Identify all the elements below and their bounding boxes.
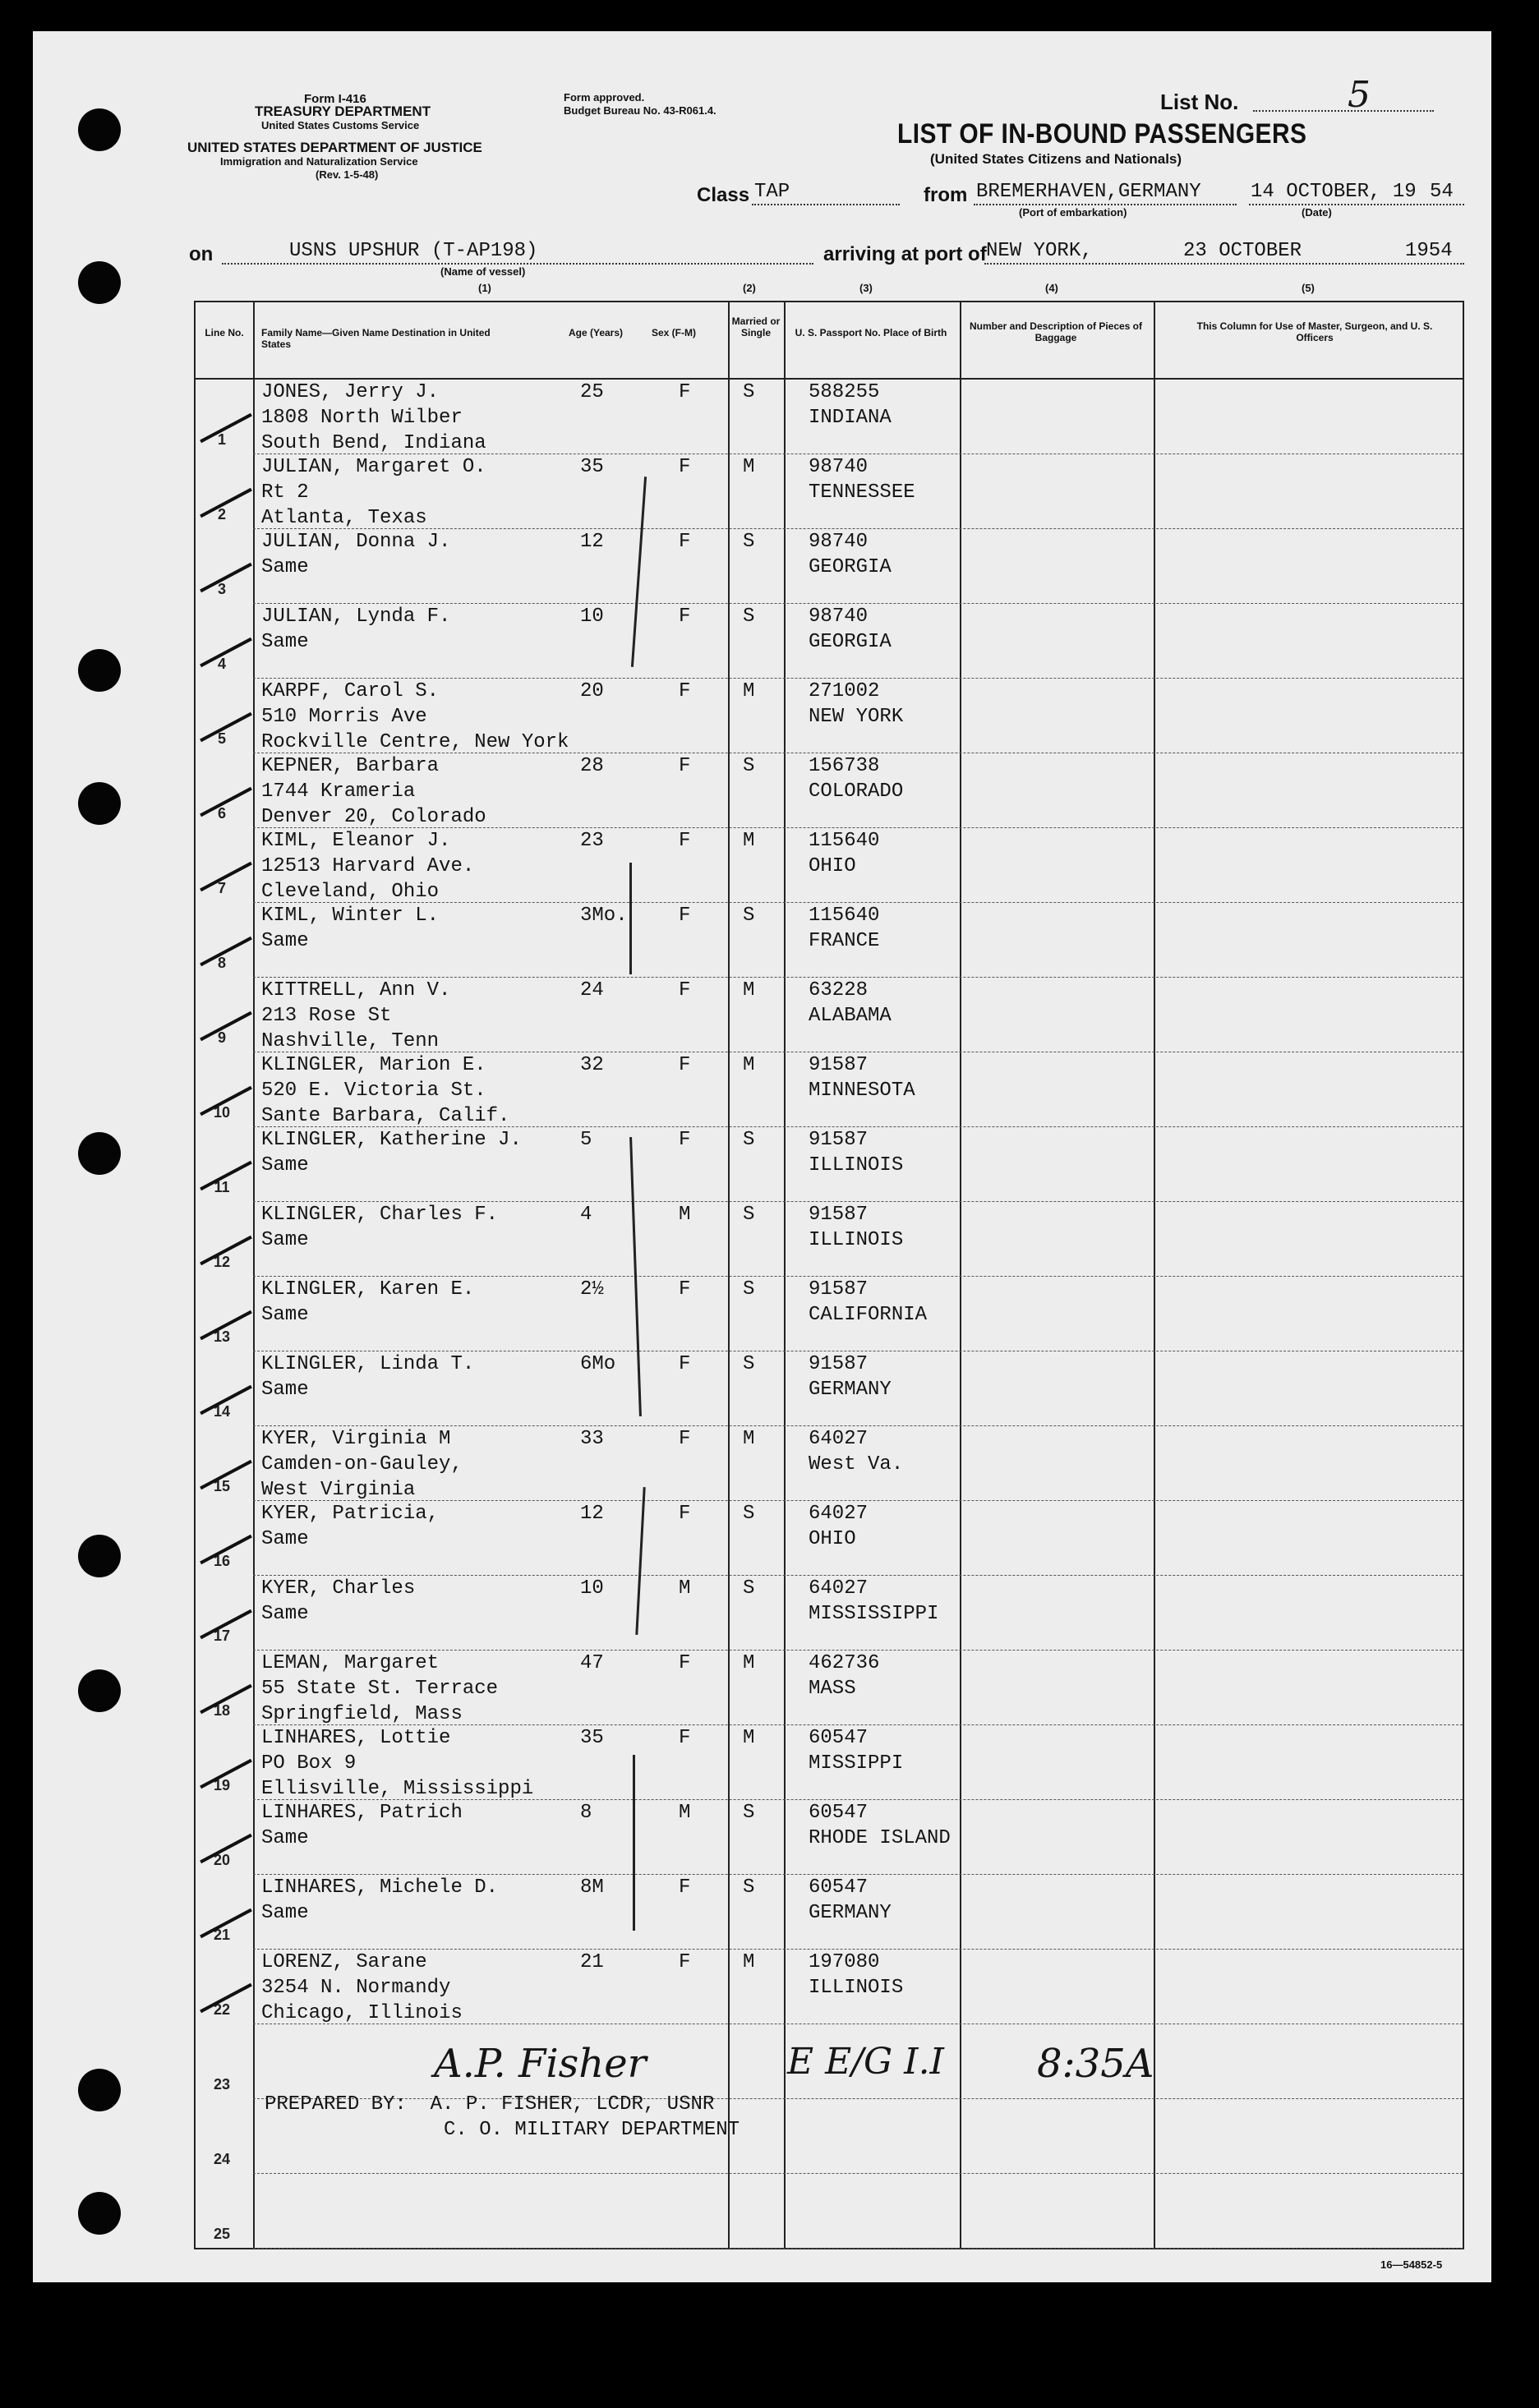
passenger-name: KYER, Patricia, xyxy=(261,1503,440,1525)
col-header-age: Age (Years) xyxy=(568,327,624,338)
row-separator xyxy=(253,2173,1463,2175)
marital-status: M xyxy=(743,1428,755,1450)
passenger-age: 35 xyxy=(580,456,604,478)
marital-status: S xyxy=(743,755,755,777)
passport-number: 64027 xyxy=(809,1428,869,1450)
col-number: (2) xyxy=(743,282,756,294)
passenger-destination: Rockville Centre, New York xyxy=(261,731,569,753)
family-bracket xyxy=(633,1755,635,1931)
line-number: 7 xyxy=(217,880,226,896)
passenger-destination: Same xyxy=(261,1902,309,1924)
port-embarkation: BREMERHAVEN,GERMANY xyxy=(976,181,1201,203)
family-bracket xyxy=(629,863,632,974)
passenger-destination: Same xyxy=(261,1603,309,1625)
passenger-name: LEMAN, Margaret xyxy=(261,1652,440,1674)
marital-status: S xyxy=(743,1204,755,1226)
passenger-age: 10 xyxy=(580,605,604,628)
passport-number: 60547 xyxy=(809,1802,869,1824)
passenger-destination: Sante Barbara, Calif. xyxy=(261,1105,510,1127)
marital-status: S xyxy=(743,1353,755,1375)
line-number: 9 xyxy=(217,1029,226,1046)
list-no-label: List No. xyxy=(1160,90,1239,114)
place-of-birth: GEORGIA xyxy=(809,556,892,578)
passport-number: 63228 xyxy=(809,979,869,1001)
passenger-destination: Rt 2 xyxy=(261,481,309,504)
place-of-birth: West Va. xyxy=(809,1453,904,1476)
passenger-sex: F xyxy=(679,1054,691,1076)
passenger-age: 8 xyxy=(580,1802,592,1824)
col-header-line: Line No. xyxy=(205,327,244,338)
passenger-sex: F xyxy=(679,605,691,628)
place-of-birth: OHIO xyxy=(809,1528,856,1550)
passenger-name: KLINGLER, Charles F. xyxy=(261,1204,499,1226)
passport-number: 462736 xyxy=(809,1652,880,1674)
arrival-date: 23 OCTOBER xyxy=(1183,240,1302,262)
arriving-label: arriving at port of xyxy=(823,243,987,265)
vessel-name: USNS UPSHUR (T-AP198) xyxy=(289,240,538,262)
line-number: 17 xyxy=(213,1628,231,1644)
place-of-birth: TENNESSEE xyxy=(809,481,915,504)
line-number: 10 xyxy=(213,1104,231,1121)
place-of-birth: INDIANA xyxy=(809,407,892,429)
col-header-passport: U. S. Passport No. Place of Birth xyxy=(795,327,947,338)
passenger-age: 24 xyxy=(580,979,604,1001)
passenger-age: 23 xyxy=(580,830,604,852)
col-header-sex: Sex (F-M) xyxy=(652,327,696,338)
passport-number: 156738 xyxy=(809,755,880,777)
place-of-birth: COLORADO xyxy=(809,780,904,803)
justice-dept: UNITED STATES DEPARTMENT OF JUSTICE xyxy=(187,140,482,155)
passport-number: 98740 xyxy=(809,605,869,628)
binder-hole xyxy=(78,649,121,692)
passenger-sex: M xyxy=(679,1204,691,1226)
passenger-destination: Same xyxy=(261,1229,309,1251)
passport-number: 91587 xyxy=(809,1278,869,1301)
passport-number: 64027 xyxy=(809,1577,869,1600)
passenger-sex: F xyxy=(679,531,691,553)
passenger-name: LINHARES, Lottie xyxy=(261,1727,451,1749)
passenger-age: 4 xyxy=(580,1204,592,1226)
passenger-sex: F xyxy=(679,1503,691,1525)
passport-number: 115640 xyxy=(809,830,880,852)
marital-status: S xyxy=(743,1577,755,1600)
from-label: from xyxy=(924,184,968,206)
marital-status: S xyxy=(743,1802,755,1824)
passenger-name: LORENZ, Sarane xyxy=(261,1951,427,1973)
place-of-birth: CALIFORNIA xyxy=(809,1304,928,1326)
passenger-name: KIML, Winter L. xyxy=(261,905,440,927)
passenger-name: LINHARES, Michele D. xyxy=(261,1876,499,1899)
passenger-destination: Nashville, Tenn xyxy=(261,1030,440,1052)
passenger-name: LINHARES, Patrich xyxy=(261,1802,463,1824)
passenger-name: KARPF, Carol S. xyxy=(261,680,440,702)
line-number: 6 xyxy=(217,805,226,822)
marital-status: M xyxy=(743,1951,755,1973)
passport-number: 60547 xyxy=(809,1727,869,1749)
place-of-birth: ILLINOIS xyxy=(809,1977,904,1999)
passenger-name: KLINGLER, Marion E. xyxy=(261,1054,486,1076)
embark-date: 14 OCTOBER, 19 xyxy=(1251,181,1417,203)
passenger-name: KLINGLER, Katherine J. xyxy=(261,1129,522,1151)
customs-service: United States Customs Service xyxy=(261,119,420,131)
passport-number: 60547 xyxy=(809,1876,869,1899)
form-approved: Form approved. xyxy=(564,91,645,104)
passenger-name: KYER, Charles xyxy=(261,1577,416,1600)
passport-number: 271002 xyxy=(809,680,880,702)
line-number: 22 xyxy=(213,2001,231,2018)
prepared-dept: C. O. MILITARY DEPARTMENT xyxy=(444,2119,740,2141)
passenger-destination: Ellisville, Mississippi xyxy=(261,1778,534,1800)
binder-hole xyxy=(78,1132,121,1175)
passenger-age: 35 xyxy=(580,1727,604,1749)
passenger-sex: F xyxy=(679,1951,691,1973)
passenger-sex: M xyxy=(679,1577,691,1600)
line-number: 21 xyxy=(213,1927,231,1943)
passenger-destination: 1744 Krameria xyxy=(261,780,416,803)
place-of-birth: GEORGIA xyxy=(809,631,892,653)
line-number: 8 xyxy=(217,955,226,971)
col-number: (1) xyxy=(478,282,491,294)
binder-hole xyxy=(78,782,121,825)
passenger-age: 47 xyxy=(580,1652,604,1674)
arrival-port: NEW YORK, xyxy=(986,240,1093,262)
passport-number: 91587 xyxy=(809,1204,869,1226)
line-number: 2 xyxy=(217,506,226,523)
inspector-initials: E E/G I.I xyxy=(787,2041,944,2083)
passenger-name: JULIAN, Lynda F. xyxy=(261,605,451,628)
place-of-birth: MISSIPPI xyxy=(809,1752,904,1775)
class-value: TAP xyxy=(754,181,790,203)
passenger-destination: Same xyxy=(261,1827,309,1849)
class-label: Class xyxy=(697,184,750,206)
passenger-sex: F xyxy=(679,830,691,852)
passport-number: 588255 xyxy=(809,381,880,403)
on-label: on xyxy=(189,243,214,265)
passenger-destination: Same xyxy=(261,631,309,653)
passenger-age: 8M xyxy=(580,1876,604,1899)
marital-status: S xyxy=(743,1876,755,1899)
passenger-sex: F xyxy=(679,1129,691,1151)
passenger-age: 5 xyxy=(580,1129,592,1151)
passenger-destination: 213 Rose St xyxy=(261,1005,392,1027)
passenger-name: KIML, Eleanor J. xyxy=(261,830,451,852)
passport-number: 91587 xyxy=(809,1353,869,1375)
passenger-age: 3Mo. xyxy=(580,905,628,927)
passport-number: 91587 xyxy=(809,1054,869,1076)
place-of-birth: MASS xyxy=(809,1678,856,1700)
passenger-sex: F xyxy=(679,1428,691,1450)
passenger-destination: Atlanta, Texas xyxy=(261,507,427,529)
revision: (Rev. 1-5-48) xyxy=(316,168,379,181)
passenger-name: KLINGLER, Linda T. xyxy=(261,1353,475,1375)
passenger-sex: F xyxy=(679,1353,691,1375)
col-number: (5) xyxy=(1302,282,1315,294)
place-of-birth: RHODE ISLAND xyxy=(809,1827,951,1849)
marital-status: M xyxy=(743,830,755,852)
passenger-sex: F xyxy=(679,381,691,403)
passenger-destination: Same xyxy=(261,1379,309,1401)
document-title: LIST OF IN-BOUND PASSENGERS xyxy=(897,118,1307,150)
passenger-destination: 3254 N. Normandy xyxy=(261,1977,451,1999)
col-number: (3) xyxy=(859,282,873,294)
passenger-destination: South Bend, Indiana xyxy=(261,432,486,454)
place-of-birth: MISSISSIPPI xyxy=(809,1603,939,1625)
binder-hole xyxy=(78,2069,121,2111)
line-number: 25 xyxy=(213,2226,231,2242)
document-subtitle: (United States Citizens and Nationals) xyxy=(930,151,1182,167)
marital-status: M xyxy=(743,1727,755,1749)
line-number: 14 xyxy=(213,1403,231,1420)
ins-service: Immigration and Naturalization Service xyxy=(220,155,418,168)
passenger-destination: 1808 North Wilber xyxy=(261,407,463,429)
passenger-sex: F xyxy=(679,979,691,1001)
passenger-sex: F xyxy=(679,905,691,927)
place-of-birth: MINNESOTA xyxy=(809,1080,915,1102)
passenger-name: JULIAN, Donna J. xyxy=(261,531,451,553)
place-of-birth: GERMANY xyxy=(809,1902,892,1924)
passport-number: 98740 xyxy=(809,531,869,553)
passenger-sex: F xyxy=(679,755,691,777)
passport-number: 64027 xyxy=(809,1503,869,1525)
passenger-age: 21 xyxy=(580,1951,604,1973)
line-number: 1 xyxy=(217,431,226,448)
passenger-sex: F xyxy=(679,1727,691,1749)
form-code: 16—54852-5 xyxy=(1380,2258,1443,2271)
passenger-destination: Same xyxy=(261,1304,309,1326)
form-number: Form I-416 xyxy=(304,92,366,106)
passenger-destination: Cleveland, Ohio xyxy=(261,881,440,903)
marital-status: S xyxy=(743,605,755,628)
marital-status: S xyxy=(743,1278,755,1301)
passenger-age: 6Mo xyxy=(580,1353,616,1375)
embark-year: 54 xyxy=(1430,181,1454,203)
passenger-age: 12 xyxy=(580,531,604,553)
passenger-age: 28 xyxy=(580,755,604,777)
line-number: 16 xyxy=(213,1553,231,1569)
marital-status: S xyxy=(743,1129,755,1151)
place-of-birth: FRANCE xyxy=(809,930,880,952)
line-number: 20 xyxy=(213,1852,231,1868)
line-number: 3 xyxy=(217,581,226,597)
line-number: 15 xyxy=(213,1478,231,1494)
col-number: (4) xyxy=(1045,282,1058,294)
passenger-age: 20 xyxy=(580,680,604,702)
passport-number: 115640 xyxy=(809,905,880,927)
passenger-name: KYER, Virginia M xyxy=(261,1428,451,1450)
inspection-stamp-time: 8:35A xyxy=(1037,2041,1154,2087)
passenger-sex: M xyxy=(679,1802,691,1824)
passenger-age: 10 xyxy=(580,1577,604,1600)
passenger-age: 12 xyxy=(580,1503,604,1525)
line-number: 19 xyxy=(213,1777,231,1793)
prepared-by: PREPARED BY: A. P. FISHER, LCDR, USNR xyxy=(265,2093,715,2116)
passenger-destination: Same xyxy=(261,556,309,578)
passenger-destination: Chicago, Illinois xyxy=(261,2002,463,2024)
line-number: 11 xyxy=(214,1179,230,1195)
marital-status: M xyxy=(743,1054,755,1076)
binder-hole xyxy=(78,1535,121,1577)
passenger-age: 2½ xyxy=(580,1278,604,1301)
binder-hole xyxy=(78,108,121,151)
line-number: 12 xyxy=(213,1254,231,1270)
line-number: 24 xyxy=(213,2151,231,2167)
officer-signature: A.P. Fisher xyxy=(434,2041,647,2087)
marital-status: S xyxy=(743,381,755,403)
passenger-sex: F xyxy=(679,680,691,702)
marital-status: M xyxy=(743,979,755,1001)
passenger-sex: F xyxy=(679,1278,691,1301)
passenger-destination: West Virginia xyxy=(261,1479,416,1501)
port-caption: (Port of embarkation) xyxy=(1019,206,1127,219)
passenger-age: 33 xyxy=(580,1428,604,1450)
col-header-married: Married or Single xyxy=(731,315,781,339)
line-number: 18 xyxy=(213,1702,231,1719)
col-header-baggage: Number and Description of Pieces of Baggage xyxy=(969,320,1143,344)
passenger-name: KEPNER, Barbara xyxy=(261,755,440,777)
binder-hole xyxy=(78,2192,121,2235)
passenger-name: JONES, Jerry J. xyxy=(261,381,440,403)
marital-status: S xyxy=(743,531,755,553)
document-page xyxy=(33,31,1491,2282)
passenger-destination: Denver 20, Colorado xyxy=(261,806,486,828)
passenger-destination: Springfield, Mass xyxy=(261,1703,463,1725)
passenger-destination: 12513 Harvard Ave. xyxy=(261,855,475,877)
col-header-name: Family Name—Given Name Destination in United States xyxy=(261,327,491,351)
arrival-year: 1954 xyxy=(1405,240,1453,262)
passenger-sex: F xyxy=(679,1876,691,1899)
passenger-destination: Same xyxy=(261,930,309,952)
budget-bureau: Budget Bureau No. 43-R061.4. xyxy=(564,104,717,117)
passenger-age: 32 xyxy=(580,1054,604,1076)
place-of-birth: ALABAMA xyxy=(809,1005,892,1027)
list-no-value: 5 xyxy=(1348,74,1371,116)
binder-hole xyxy=(78,1669,121,1712)
vessel-caption: (Name of vessel) xyxy=(440,265,526,278)
passenger-destination: PO Box 9 xyxy=(261,1752,357,1775)
passenger-age: 25 xyxy=(580,381,604,403)
passenger-destination: Same xyxy=(261,1528,309,1550)
place-of-birth: ILLINOIS xyxy=(809,1229,904,1251)
passenger-destination: Camden-on-Gauley, xyxy=(261,1453,463,1476)
passenger-sex: F xyxy=(679,456,691,478)
treasury-dept: TREASURY DEPARTMENT xyxy=(255,104,431,119)
marital-status: S xyxy=(743,1503,755,1525)
marital-status: S xyxy=(743,905,755,927)
passenger-name: JULIAN, Margaret O. xyxy=(261,456,486,478)
passenger-destination: 520 E. Victoria St. xyxy=(261,1080,486,1102)
passenger-name: KLINGLER, Karen E. xyxy=(261,1278,475,1301)
binder-hole xyxy=(78,261,121,304)
line-number: 13 xyxy=(213,1328,231,1345)
marital-status: M xyxy=(743,680,755,702)
col-header-officers: This Column for Use of Master, Surgeon, and U. S. Officers xyxy=(1196,320,1433,344)
passport-number: 98740 xyxy=(809,456,869,478)
passenger-name: KITTRELL, Ann V. xyxy=(261,979,451,1001)
passenger-destination: 55 State St. Terrace xyxy=(261,1678,499,1700)
line-number: 5 xyxy=(217,730,226,747)
line-number: 4 xyxy=(217,656,226,672)
date-caption: (Date) xyxy=(1302,206,1332,219)
marital-status: M xyxy=(743,1652,755,1674)
place-of-birth: OHIO xyxy=(809,855,856,877)
place-of-birth: NEW YORK xyxy=(809,706,904,728)
passenger-sex: F xyxy=(679,1652,691,1674)
passenger-destination: 510 Morris Ave xyxy=(261,706,427,728)
passport-number: 91587 xyxy=(809,1129,869,1151)
passenger-destination: Same xyxy=(261,1154,309,1176)
marital-status: M xyxy=(743,456,755,478)
place-of-birth: GERMANY xyxy=(809,1379,892,1401)
row-separator xyxy=(253,2248,1463,2249)
line-number: 23 xyxy=(213,2076,231,2093)
passport-number: 197080 xyxy=(809,1951,880,1973)
place-of-birth: ILLINOIS xyxy=(809,1154,904,1176)
